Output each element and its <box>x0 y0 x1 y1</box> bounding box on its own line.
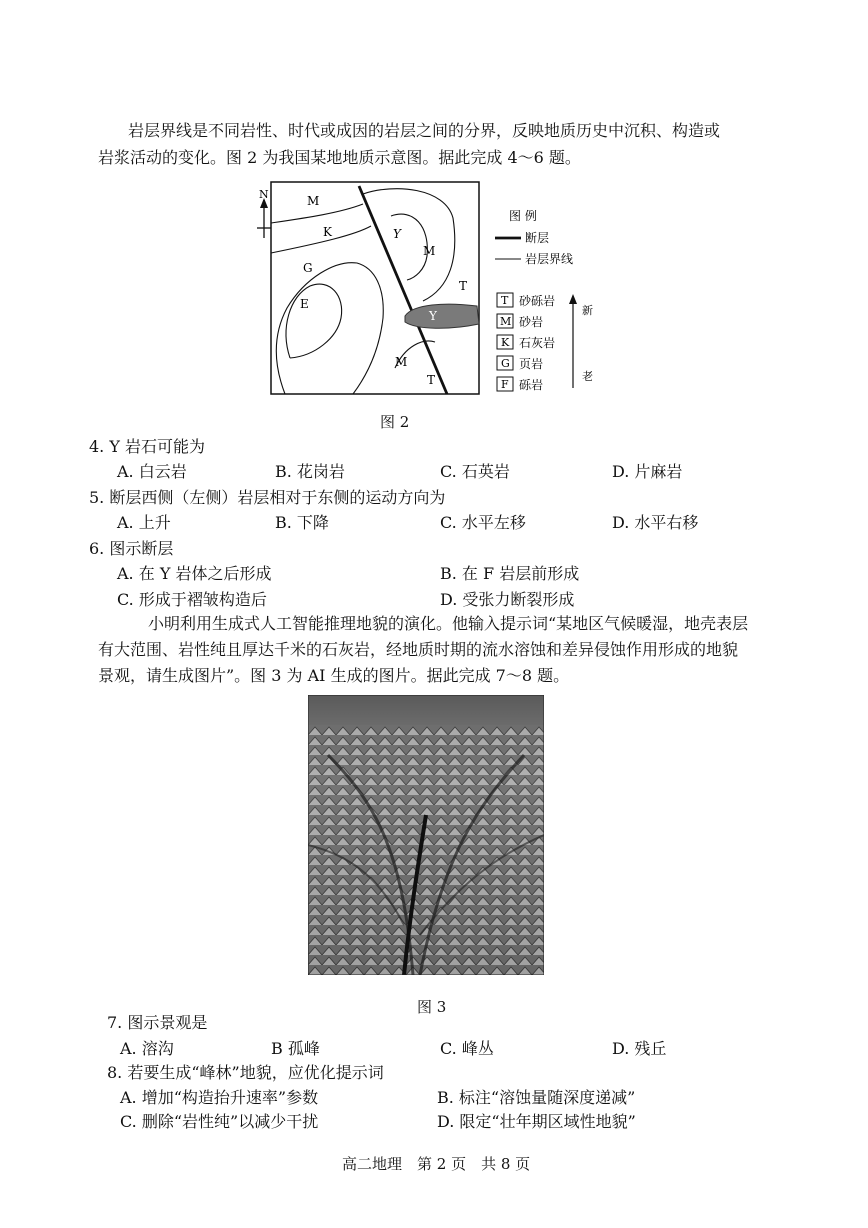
legend-code-g: G <box>501 357 510 370</box>
legend-code-f: F <box>501 378 509 391</box>
legend-name-k: 石灰岩 <box>519 336 556 350</box>
q7-option-a: A. 溶沟 <box>120 1039 174 1058</box>
q8-stem: 8. 若要生成“峰林”地貌，应优化提示词 <box>107 1063 384 1082</box>
q7-option-c: C. 峰丛 <box>440 1039 494 1058</box>
q5-option-c: C. 水平左移 <box>440 513 526 532</box>
q4-stem: 4. Y 岩石可能为 <box>89 437 206 456</box>
geologic-map-figure <box>245 178 605 408</box>
intro2-line3: 景观，请生成图片”。图 3 为 AI 生成的图片。据此完成 7～8 题。 <box>98 666 570 685</box>
map-legend <box>495 208 593 392</box>
label-y-upper: Y <box>393 227 401 241</box>
q4-option-a: A. 白云岩 <box>117 462 187 481</box>
q4-option-b: B. 花岗岩 <box>275 462 345 481</box>
legend-code-k: K <box>501 336 510 349</box>
north-label: N <box>259 188 269 201</box>
intro1-line1: 岩层界线是不同岩性、时代或成因的岩层之间的分界，反映地质历史中沉积、构造或 <box>128 121 721 140</box>
legend-newer: 新 <box>582 304 593 317</box>
label-m-bottom: M <box>395 355 408 369</box>
intro2-line1: 小明利用生成式人工智能推理地貌的演化。他输入提示词“某地区气候暖湿，地壳表层 <box>148 614 749 633</box>
label-t-right: T <box>459 279 468 293</box>
rock-boundaries <box>271 189 455 394</box>
legend-fault-label: 断层 <box>525 231 550 245</box>
intro1-line2: 岩浆活动的变化。图 2 为我国某地地质示意图。据此完成 4～6 题。 <box>98 148 581 167</box>
q4-option-d: D. 片麻岩 <box>612 462 683 481</box>
fig3-caption: 图 3 <box>417 998 447 1016</box>
y-rock-body <box>405 304 479 328</box>
ai-landscape-image <box>308 695 544 975</box>
q8-option-c: C. 删除“岩性纯”以减少干扰 <box>120 1112 319 1131</box>
label-t-bottom: T <box>427 373 436 387</box>
q5-option-a: A. 上升 <box>117 513 171 532</box>
label-g: G <box>303 261 313 275</box>
q7-option-d: D. 残丘 <box>612 1039 667 1058</box>
q8-option-a: A. 增加“构造抬升速率”参数 <box>120 1088 319 1107</box>
q7-stem: 7. 图示景观是 <box>107 1013 208 1032</box>
label-m-mid: M <box>423 244 436 258</box>
q5-stem: 5. 断层西侧（左侧）岩层相对于东侧的运动方向为 <box>89 488 446 507</box>
legend-code-m: M <box>500 315 512 328</box>
q4-option-c: C. 石英岩 <box>440 462 510 481</box>
q6-option-d: D. 受张力断裂形成 <box>440 590 575 609</box>
q5-option-d: D. 水平右移 <box>612 513 699 532</box>
q6-option-b: B. 在 F 岩层前形成 <box>440 564 580 583</box>
q6-option-c: C. 形成于褶皱构造后 <box>117 590 267 609</box>
q8-option-b: B. 标注“溶蚀量随深度递减” <box>437 1088 636 1107</box>
label-k: K <box>323 225 332 239</box>
label-y-body: Y <box>429 309 437 323</box>
q7-option-b: B 孤峰 <box>271 1039 320 1058</box>
legend-boundary-label: 岩层界线 <box>525 252 574 266</box>
legend-title: 图 例 <box>509 209 537 223</box>
fig2-caption: 图 2 <box>380 413 410 431</box>
label-m-top: M <box>307 194 320 208</box>
q6-option-a: A. 在 Y 岩体之后形成 <box>117 564 272 583</box>
q8-option-d: D. 限定“壮年期区域性地貌” <box>437 1112 636 1131</box>
legend-name-m: 砂岩 <box>519 315 544 329</box>
legend-name-g: 页岩 <box>519 357 544 371</box>
legend-name-t: 砂砾岩 <box>519 294 556 308</box>
intro2-line2: 有大范围、岩性纯且厚达千米的石灰岩，经地质时期的流水溶蚀和差异侵蚀作用形成的地貌 <box>98 640 739 659</box>
north-arrow-icon <box>257 198 271 238</box>
q6-stem: 6. 图示断层 <box>89 539 174 558</box>
q5-option-b: B. 下降 <box>275 513 329 532</box>
legend-older: 老 <box>582 370 593 383</box>
legend-code-t: T <box>501 294 509 307</box>
page-footer: 高二地理 第 2 页 共 8 页 <box>342 1155 531 1173</box>
label-e: E <box>300 297 309 311</box>
legend-name-f: 砾岩 <box>519 378 544 392</box>
